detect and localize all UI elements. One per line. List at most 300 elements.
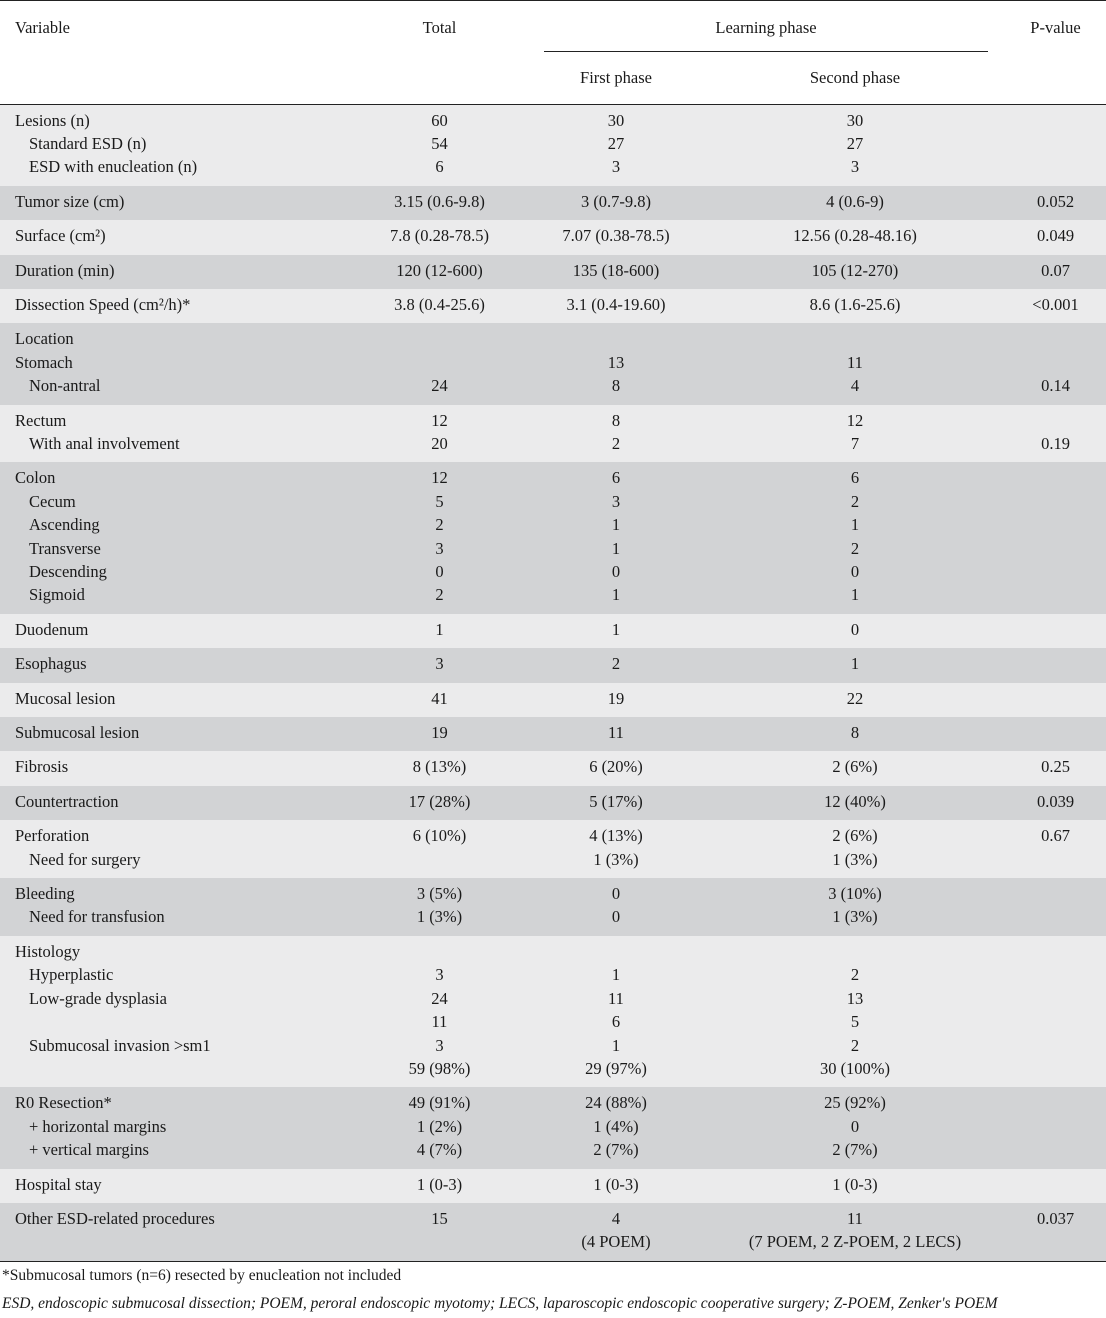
- cell-value: 1: [611, 538, 621, 558]
- cell-variable: [0, 1169, 352, 1203]
- header-pvalue: P-value: [1030, 18, 1081, 37]
- table-row: [0, 220, 1106, 254]
- cell-variable: [0, 323, 352, 404]
- cell-second-phase: [705, 717, 1005, 751]
- table-row: [0, 104, 1106, 186]
- cell-value: 2 (7%): [593, 1140, 639, 1160]
- cell-pvalue: [1005, 220, 1106, 254]
- cell-total: [352, 220, 527, 254]
- cell-value: [1006, 466, 1105, 489]
- cell-total: [352, 255, 527, 289]
- cell-second-phase: [705, 820, 1005, 878]
- cell-value: 1 (0-3): [832, 1174, 878, 1194]
- cell-variable: [0, 786, 352, 820]
- cell-value: 2: [435, 515, 444, 535]
- footnote-asterisk: *Submucosal tumors (n=6) resected by enucleation not included: [2, 1266, 402, 1284]
- cell-value: [1006, 409, 1105, 432]
- cell-value: [1006, 618, 1105, 641]
- cell-pvalue: [1005, 289, 1106, 323]
- table-body: [0, 104, 1106, 1261]
- cell-total: [352, 104, 527, 186]
- cell-value: [1006, 1034, 1105, 1057]
- cell-value: 0.052: [1036, 191, 1075, 211]
- cell-value: 3 (10%): [828, 884, 882, 904]
- cell-first-phase: [527, 405, 705, 463]
- row-label: R0 Resection*: [15, 1093, 112, 1113]
- table-row: [0, 820, 1106, 878]
- table-row: [0, 878, 1106, 936]
- cell-value: 1: [611, 585, 621, 605]
- cell-value: 0: [611, 884, 621, 904]
- cell-value: 1: [850, 654, 860, 674]
- cell-value: 7.8 (0.28-78.5): [390, 226, 489, 246]
- cell-value: 4 (7%): [416, 1140, 463, 1160]
- cell-value: 1: [611, 515, 621, 535]
- table-footnotes: [0, 1262, 1106, 1318]
- cell-total: [352, 462, 527, 613]
- cell-value: 19: [607, 688, 625, 708]
- row-label: Hyperplastic: [29, 965, 114, 985]
- cell-second-phase: [705, 1169, 1005, 1203]
- cell-value: 1 (3%): [593, 849, 639, 869]
- cell-value: [1006, 513, 1105, 536]
- cell-variable: [0, 820, 352, 878]
- cell-first-phase: [527, 878, 705, 936]
- cell-variable: [0, 878, 352, 936]
- cell-value: (7 POEM, 2 Z-POEM, 2 LECS): [748, 1232, 962, 1252]
- cell-first-phase: [527, 1169, 705, 1203]
- cell-value: [1006, 560, 1105, 583]
- cell-value: 11: [608, 723, 624, 743]
- cell-value: 0.14: [1041, 376, 1070, 396]
- cell-value: [1006, 882, 1105, 905]
- cell-value: 1 (2%): [416, 1116, 463, 1136]
- row-label: [15, 1230, 351, 1253]
- cell-pvalue: [1005, 683, 1106, 717]
- cell-first-phase: [527, 820, 705, 878]
- cell-value: 25 (92%): [824, 1093, 886, 1113]
- cell-value: 4: [611, 1208, 621, 1228]
- cell-value: [1006, 1010, 1105, 1033]
- cell-value: [1006, 652, 1105, 675]
- cell-value: 8 (13%): [412, 757, 467, 777]
- cell-value: 5 (17%): [589, 791, 643, 811]
- cell-value: 8: [611, 376, 621, 396]
- header-first-phase: First phase: [580, 68, 652, 87]
- table-header: [0, 1, 1106, 105]
- cell-value: 0: [850, 619, 860, 639]
- cell-second-phase: [705, 186, 1005, 220]
- cell-value: 0: [611, 907, 621, 927]
- cell-value: 1: [611, 619, 621, 639]
- cell-variable: [0, 648, 352, 682]
- cell-value: 4 (0.6-9): [826, 191, 884, 211]
- cell-value: 1: [850, 515, 860, 535]
- cell-pvalue: [1005, 104, 1106, 186]
- cell-value: 2: [611, 654, 621, 674]
- row-label: Duration (min): [15, 260, 115, 280]
- row-label: ESD with enucleation (n): [29, 157, 198, 177]
- cell-variable: [0, 104, 352, 186]
- cell-total: [352, 786, 527, 820]
- cell-value: 120 (12-600): [396, 260, 483, 280]
- cell-value: 30: [846, 110, 864, 130]
- cell-value: [1006, 1138, 1105, 1161]
- cell-value: 11: [608, 988, 624, 1008]
- cell-second-phase: [705, 255, 1005, 289]
- cell-value: 41: [431, 688, 448, 708]
- cell-total: [352, 1203, 527, 1261]
- cell-variable: [0, 614, 352, 648]
- row-label: Hospital stay: [15, 1174, 102, 1194]
- row-label: Perforation: [15, 826, 90, 846]
- cell-value: 24: [431, 988, 448, 1008]
- cell-value: 11: [847, 352, 863, 372]
- cell-value: 22: [846, 688, 864, 708]
- cell-value: [353, 848, 526, 871]
- cell-value: 12.56 (0.28-48.16): [793, 226, 917, 246]
- row-label: [15, 1057, 351, 1080]
- cell-value: [1006, 351, 1105, 374]
- cell-value: 2: [850, 965, 860, 985]
- cell-value: 2 (7%): [832, 1140, 878, 1160]
- cell-second-phase: [705, 614, 1005, 648]
- cell-value: 1 (4%): [593, 1116, 639, 1136]
- row-label: Lesions (n): [15, 110, 90, 130]
- cell-value: 0: [435, 562, 444, 581]
- cell-value: [1006, 848, 1105, 871]
- cell-first-phase: [527, 683, 705, 717]
- cell-pvalue: [1005, 1087, 1106, 1168]
- table-row: [0, 1169, 1106, 1203]
- cell-value: 20: [431, 433, 448, 453]
- cell-value: 6: [611, 468, 621, 488]
- cell-first-phase: [527, 1087, 705, 1168]
- cell-total: [352, 289, 527, 323]
- table-row: [0, 786, 1106, 820]
- table-row: [0, 683, 1106, 717]
- row-label: Sigmoid: [29, 585, 85, 605]
- cell-value: 11: [847, 1208, 863, 1228]
- cell-value: 3.8 (0.4-25.6): [394, 294, 485, 314]
- cell-first-phase: [527, 717, 705, 751]
- cell-second-phase: [705, 220, 1005, 254]
- cell-value: 12: [431, 410, 448, 430]
- cell-value: 0.67: [1041, 826, 1070, 846]
- cell-pvalue: [1005, 323, 1106, 404]
- learning-phase-label: Learning phase: [544, 18, 988, 52]
- cell-total: [352, 405, 527, 463]
- cell-first-phase: [527, 255, 705, 289]
- cell-value: 3: [611, 157, 621, 177]
- cell-value: 3: [435, 538, 444, 558]
- cell-first-phase: [527, 186, 705, 220]
- cell-value: 7.07 (0.38-78.5): [562, 226, 670, 246]
- cell-value: 1: [435, 619, 444, 639]
- row-label: Mucosal lesion: [15, 688, 116, 708]
- row-label: [15, 1010, 351, 1033]
- cell-first-phase: [527, 614, 705, 648]
- cell-first-phase: [527, 462, 705, 613]
- cell-value: 1 (3%): [416, 907, 463, 927]
- cell-value: 13: [846, 988, 864, 1008]
- cell-value: 6: [435, 157, 444, 177]
- cell-first-phase: [527, 1203, 705, 1261]
- cell-value: 3.1 (0.4-19.60): [566, 294, 666, 314]
- row-label: Location: [15, 329, 74, 349]
- cell-second-phase: [705, 104, 1005, 186]
- cell-value: [1006, 940, 1105, 963]
- cell-value: 3: [435, 965, 444, 985]
- cell-value: [1006, 987, 1105, 1010]
- cell-value: 8.6 (1.6-25.6): [809, 294, 901, 314]
- cell-total: [352, 683, 527, 717]
- cell-value: 60: [431, 110, 448, 130]
- cell-pvalue: [1005, 1203, 1106, 1261]
- cell-value: 3: [850, 157, 860, 177]
- table-row: [0, 289, 1106, 323]
- row-label: Submucosal lesion: [15, 723, 140, 743]
- row-label: Descending: [29, 562, 107, 581]
- cell-value: 2 (6%): [832, 826, 878, 846]
- cell-value: [353, 351, 526, 374]
- row-label: Duodenum: [15, 619, 89, 639]
- cell-value: 3: [435, 654, 444, 674]
- row-label: Bleeding: [15, 884, 75, 904]
- cell-value: [1006, 155, 1105, 178]
- cell-pvalue: [1005, 717, 1106, 751]
- table-row: [0, 186, 1106, 220]
- cell-value: 30: [607, 110, 625, 130]
- table-row: [0, 751, 1106, 785]
- cell-pvalue: [1005, 186, 1106, 220]
- cell-value: [1006, 1057, 1105, 1080]
- cell-value: 29 (97%): [585, 1058, 647, 1078]
- cell-second-phase: [705, 751, 1005, 785]
- cell-value: 4: [850, 376, 860, 396]
- cell-value: 17 (28%): [408, 791, 471, 811]
- cell-value: 2 (6%): [832, 757, 878, 777]
- cell-total: [352, 1087, 527, 1168]
- cell-variable: [0, 751, 352, 785]
- cell-variable: [0, 1203, 352, 1261]
- cell-total: [352, 936, 527, 1087]
- cell-total: [352, 878, 527, 936]
- cell-value: [1006, 721, 1105, 744]
- row-label: + vertical margins: [29, 1140, 149, 1160]
- cell-value: [1006, 1091, 1105, 1114]
- cell-value: [1006, 1115, 1105, 1138]
- row-label: With anal involvement: [29, 433, 180, 453]
- cell-second-phase: [705, 289, 1005, 323]
- cell-value: 3.15 (0.6-9.8): [394, 191, 485, 211]
- cell-pvalue: [1005, 820, 1106, 878]
- cell-value: 4 (13%): [589, 826, 643, 846]
- row-label: Ascending: [29, 515, 100, 535]
- cell-value: 5: [850, 1012, 860, 1032]
- cell-value: 0.039: [1036, 791, 1075, 811]
- cell-total: [352, 648, 527, 682]
- cell-value: 6: [850, 468, 860, 488]
- cell-total: [352, 1169, 527, 1203]
- cell-first-phase: [527, 104, 705, 186]
- cell-pvalue: [1005, 405, 1106, 463]
- row-label: Cecum: [29, 491, 76, 511]
- cell-value: 1: [850, 585, 860, 605]
- cell-variable: [0, 683, 352, 717]
- cell-value: 27: [607, 133, 625, 153]
- cell-second-phase: [705, 323, 1005, 404]
- cell-variable: [0, 220, 352, 254]
- cell-value: 1: [611, 965, 621, 985]
- cell-second-phase: [705, 683, 1005, 717]
- table-row: [0, 323, 1106, 404]
- cell-first-phase: [527, 323, 705, 404]
- cell-value: 8: [850, 723, 860, 743]
- row-label: Countertraction: [15, 791, 119, 811]
- cell-value: 5: [435, 491, 444, 511]
- cell-value: [706, 940, 1004, 963]
- cell-variable: [0, 255, 352, 289]
- cell-variable: [0, 462, 352, 613]
- cell-value: 2: [611, 433, 621, 453]
- cell-value: 6 (10%): [412, 826, 467, 846]
- cell-value: 49 (91%): [408, 1093, 471, 1113]
- table-row: [0, 717, 1106, 751]
- cell-value: 0: [850, 1116, 860, 1136]
- cell-pvalue: [1005, 648, 1106, 682]
- cell-value: [706, 327, 1004, 350]
- cell-total: [352, 820, 527, 878]
- cell-value: 54: [431, 133, 448, 153]
- row-label: Tumor size (cm): [15, 191, 125, 211]
- cell-value: 8: [611, 410, 621, 430]
- cell-value: [1006, 109, 1105, 132]
- header-second-phase: Second phase: [809, 68, 901, 87]
- row-label: Need for surgery: [29, 849, 141, 869]
- cell-value: [528, 327, 704, 350]
- cell-pvalue: [1005, 786, 1106, 820]
- cell-value: [1006, 687, 1105, 710]
- cell-second-phase: [705, 786, 1005, 820]
- cell-total: [352, 717, 527, 751]
- cell-variable: [0, 717, 352, 751]
- table-row: [0, 405, 1106, 463]
- cell-value: 59 (98%): [408, 1058, 471, 1078]
- cell-pvalue: [1005, 878, 1106, 936]
- cell-first-phase: [527, 751, 705, 785]
- cell-first-phase: [527, 786, 705, 820]
- cell-pvalue: [1005, 255, 1106, 289]
- table-row: [0, 255, 1106, 289]
- cell-value: 2: [850, 491, 860, 511]
- cell-second-phase: [705, 878, 1005, 936]
- cell-second-phase: [705, 1087, 1005, 1168]
- cell-value: 13: [607, 352, 625, 372]
- cell-value: (4 POEM): [581, 1232, 651, 1252]
- cell-second-phase: [705, 462, 1005, 613]
- footnote-abbreviations: ESD, endoscopic submucosal dissection; POEM, peroral endoscopic myotomy; LECS, laparoscopic endoscopic cooperative surgery; Z-POEM, Zenker's POEM: [2, 1294, 998, 1312]
- cell-variable: [0, 289, 352, 323]
- cell-value: 0: [611, 562, 621, 581]
- table-row: [0, 1203, 1106, 1261]
- cell-first-phase: [527, 289, 705, 323]
- cell-value: [353, 940, 526, 963]
- cell-variable: [0, 1087, 352, 1168]
- cell-value: 1 (3%): [832, 849, 878, 869]
- cell-value: 27: [846, 133, 864, 153]
- cell-pvalue: [1005, 614, 1106, 648]
- cell-value: 0.19: [1041, 433, 1070, 453]
- cell-value: [1006, 490, 1105, 513]
- cell-value: [1006, 963, 1105, 986]
- cell-value: [528, 940, 704, 963]
- table-row: [0, 1087, 1106, 1168]
- cell-value: 1 (0-3): [416, 1174, 463, 1194]
- cell-value: 0.07: [1041, 260, 1070, 280]
- cell-second-phase: [705, 936, 1005, 1087]
- row-label: Rectum: [15, 410, 67, 430]
- cell-second-phase: [705, 648, 1005, 682]
- cell-value: 3 (0.7-9.8): [580, 191, 652, 211]
- cell-value: 24: [431, 376, 448, 396]
- cell-pvalue: [1005, 462, 1106, 613]
- row-label: Colon: [15, 468, 56, 488]
- cell-value: 1: [611, 1035, 621, 1055]
- cell-value: 6: [611, 1012, 621, 1032]
- cell-total: [352, 614, 527, 648]
- row-label: Standard ESD (n): [29, 133, 147, 153]
- cell-value: 15: [431, 1208, 448, 1228]
- row-label: Need for transfusion: [29, 907, 165, 927]
- cell-value: 2: [850, 1035, 860, 1055]
- cell-value: 6 (20%): [589, 757, 643, 777]
- cell-second-phase: [705, 1203, 1005, 1261]
- cell-value: 0.049: [1036, 226, 1075, 246]
- cell-value: 7: [850, 433, 860, 453]
- cell-value: 12 (40%): [824, 791, 886, 811]
- cell-value: 3: [611, 491, 621, 511]
- table-row: [0, 614, 1106, 648]
- cell-variable: [0, 186, 352, 220]
- row-label: Esophagus: [15, 654, 87, 674]
- cell-value: [1006, 327, 1105, 350]
- cell-first-phase: [527, 220, 705, 254]
- cell-value: 3: [435, 1035, 444, 1055]
- cell-value: [353, 327, 526, 350]
- cell-value: 1 (3%): [832, 907, 878, 927]
- row-label: Low-grade dysplasia: [29, 988, 167, 1008]
- header-learning-phase: [527, 1, 1005, 53]
- row-label: Surface (cm²): [15, 226, 106, 246]
- header-variable: Variable: [15, 18, 70, 37]
- cell-value: 30 (100%): [819, 1058, 891, 1078]
- cell-value: 3 (5%): [416, 884, 463, 904]
- cell-pvalue: [1005, 1169, 1106, 1203]
- cell-pvalue: [1005, 751, 1106, 785]
- cell-value: [1006, 1173, 1105, 1196]
- cell-value: 11: [431, 1012, 448, 1032]
- cell-variable: [0, 405, 352, 463]
- row-label: Stomach: [15, 352, 73, 372]
- cell-total: [352, 186, 527, 220]
- cell-value: [1006, 583, 1105, 606]
- cell-variable: [0, 936, 352, 1087]
- cell-value: 135 (18-600): [572, 260, 660, 280]
- cell-value: 19: [431, 723, 448, 743]
- table-row: [0, 648, 1106, 682]
- row-label: + horizontal margins: [29, 1116, 167, 1136]
